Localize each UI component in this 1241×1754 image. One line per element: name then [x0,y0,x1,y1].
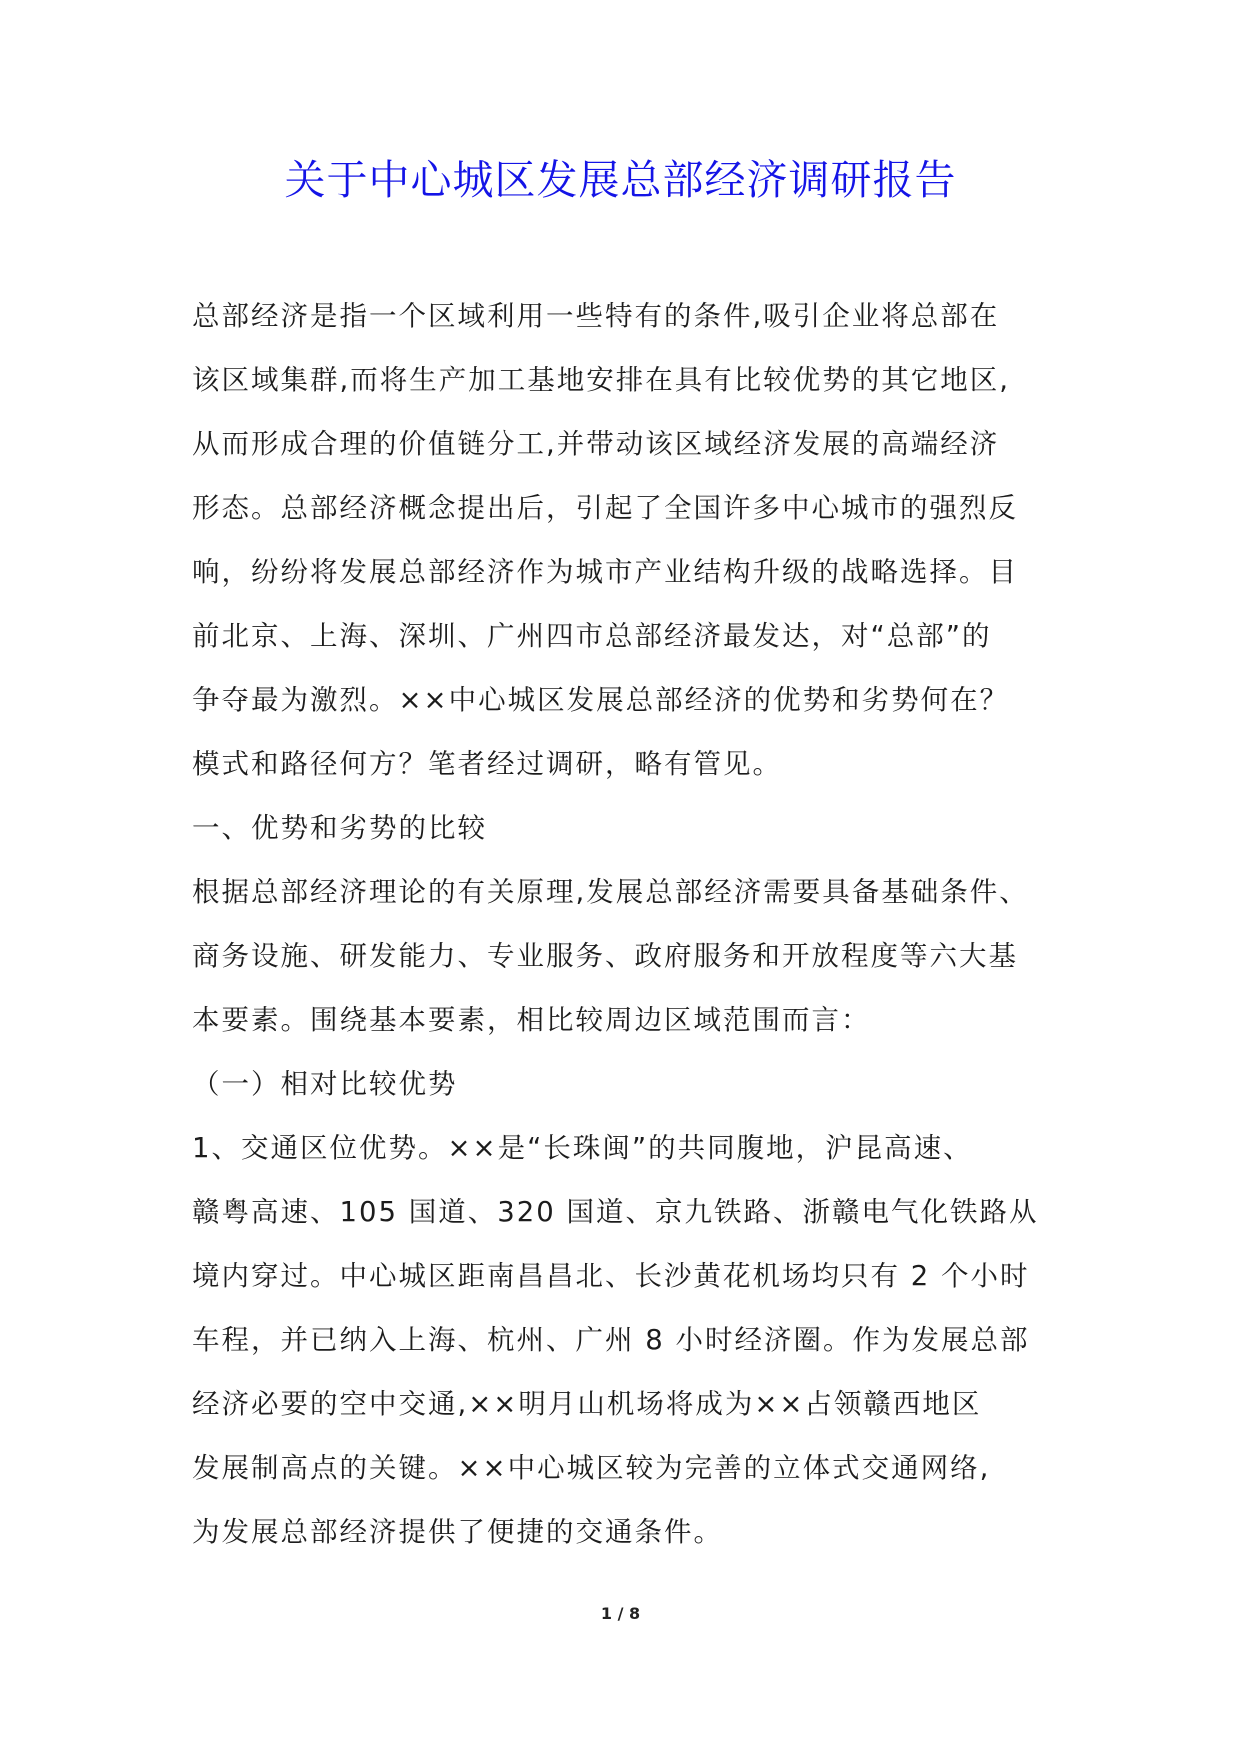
document-title: 关于中心城区发展总部经济调研报告 [284,156,957,204]
paragraph-line: 总部经济是指一个区域利用一些特有的条件,吸引企业将总部在 [192,300,1000,332]
paragraph-line: 发展制高点的关键。××中心城区较为完善的立体式交通网络, [192,1452,991,1484]
paragraph-line: 前北京、上海、深圳、广州四市总部经济最发达，对“总部”的 [192,620,992,652]
paragraph-line: 赣粤高速、105 国道、320 国道、京九铁路、浙赣电气化铁路从 [192,1196,1039,1228]
paragraph-line: 境内穿过。中心城区距南昌昌北、长沙黄花机场均只有 2 个小时 [192,1260,1030,1292]
paragraph-line: 从而形成合理的价值链分工,并带动该区域经济发展的高端经济 [192,428,1000,460]
section-heading: 一、优势和劣势的比较 [192,812,487,844]
paragraph-line: 本要素。围绕基本要素，相比较周边区域范围而言： [192,1004,871,1036]
page-number: 1 / 8 [600,1604,641,1623]
paragraph-line: 该区域集群,而将生产加工基地安排在具有比较优势的其它地区, [192,364,1010,396]
paragraph-line: 争夺最为激烈。××中心城区发展总部经济的优势和劣势何在？ [192,684,1010,716]
document-body [192,284,1072,1564]
subsection-heading: （一）相对比较优势 [192,1068,458,1100]
paragraph-line: 根据总部经济理论的有关原理,发展总部经济需要具备基础条件、 [192,876,1029,908]
paragraph-line: 1、交通区位优势。××是“长珠闽”的共同腹地，沪昆高速、 [192,1132,973,1164]
paragraph-line: 模式和路径何方？笔者经过调研，略有管见。 [192,748,782,780]
paragraph-line: 经济必要的空中交通,××明月山机场将成为××占领赣西地区 [192,1388,982,1420]
paragraph-line: 为发展总部经济提供了便捷的交通条件。 [192,1516,723,1548]
paragraph-line: 形态。总部经济概念提出后，引起了全国许多中心城市的强烈反 [192,492,1018,524]
paragraph-line: 商务设施、研发能力、专业服务、政府服务和开放程度等六大基 [192,940,1018,972]
paragraph-line: 响，纷纷将发展总部经济作为城市产业结构升级的战略选择。目 [192,556,1018,588]
paragraph-line: 车程，并已纳入上海、杭州、广州 8 小时经济圈。作为发展总部 [192,1324,1030,1356]
